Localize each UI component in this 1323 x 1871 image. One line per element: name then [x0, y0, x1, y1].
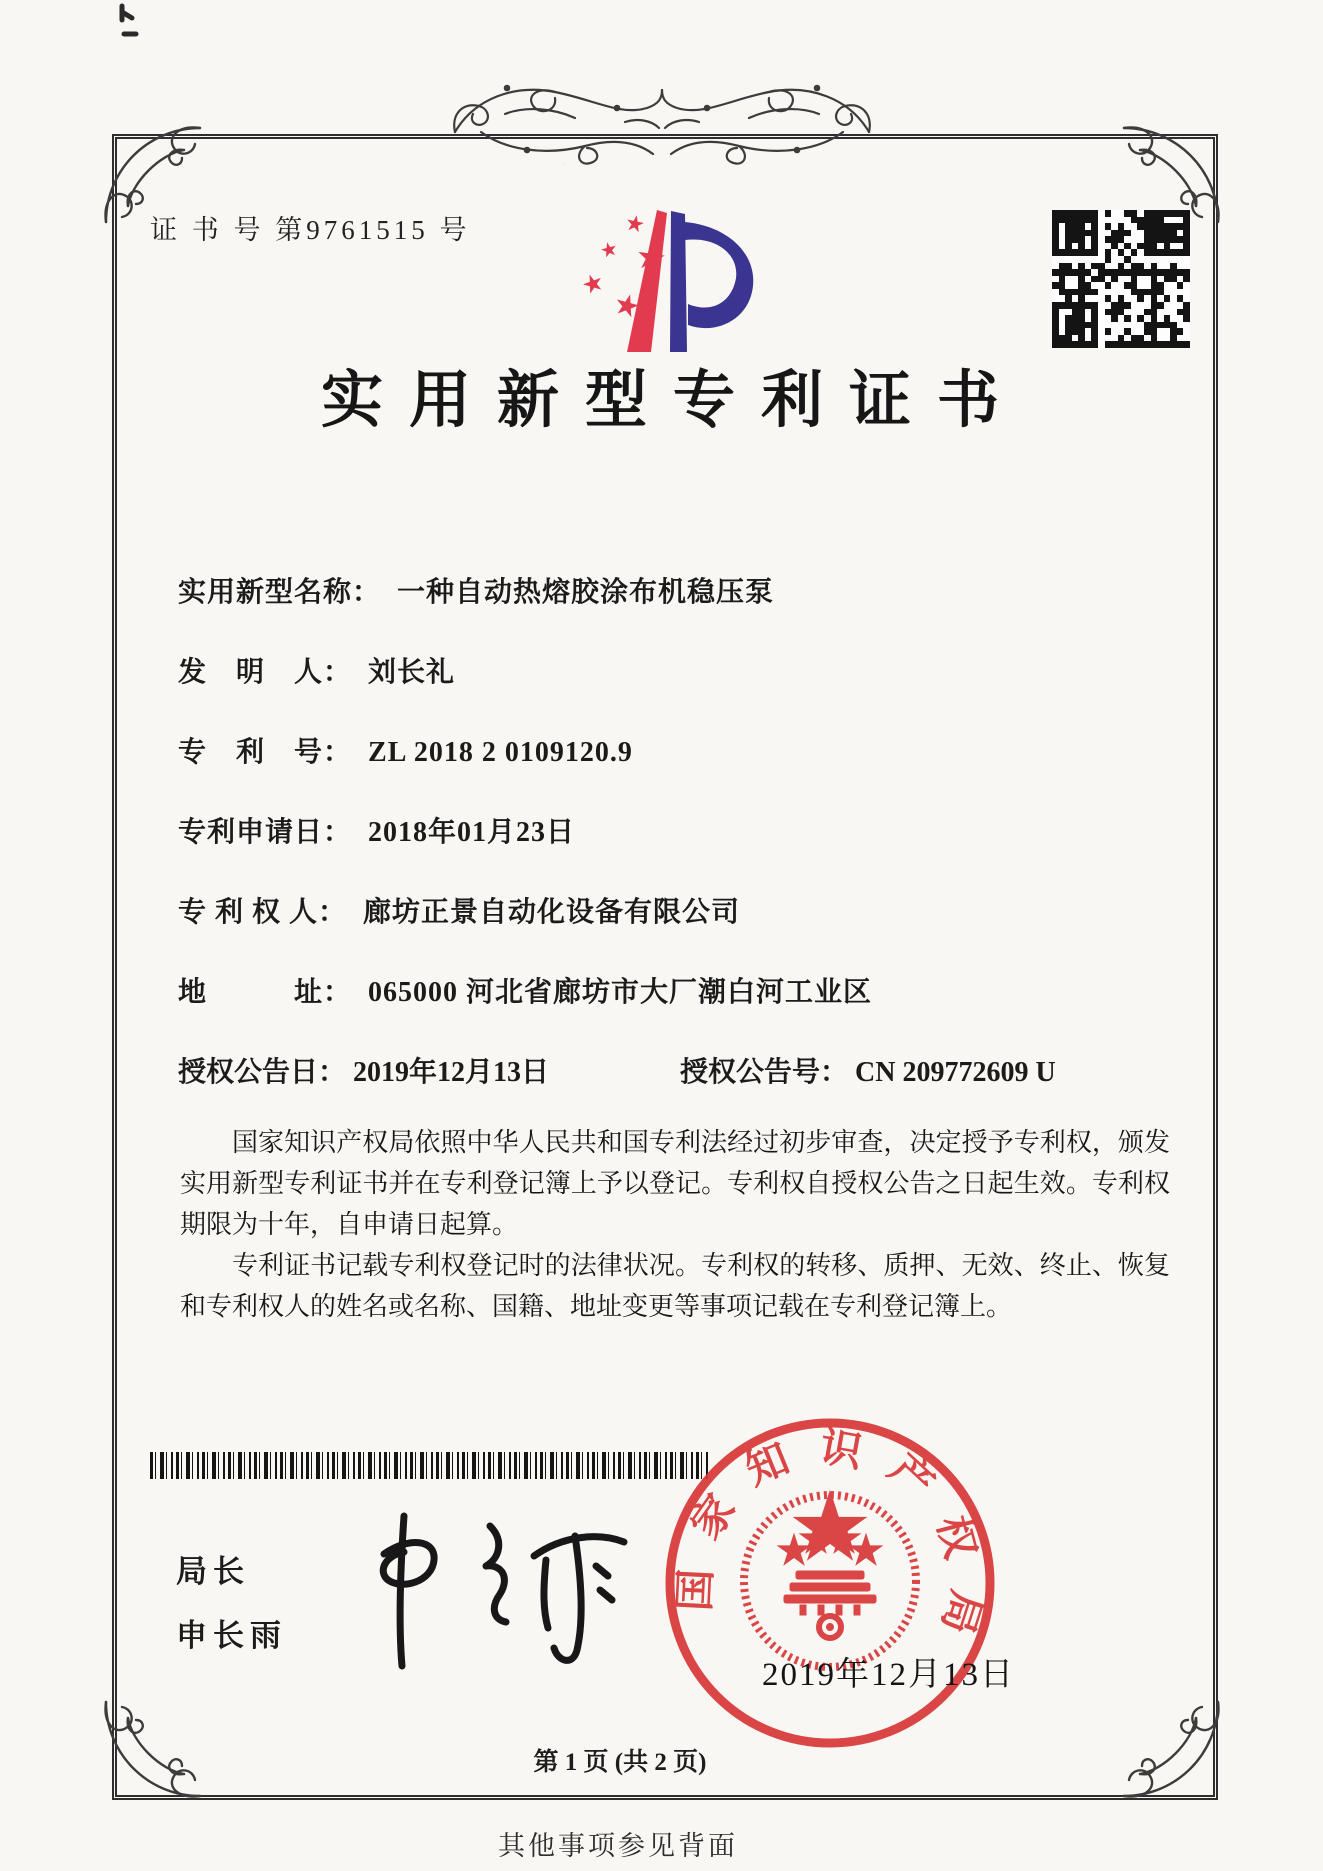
barcode: [150, 1452, 708, 1479]
signature-icon: [370, 1498, 640, 1683]
legal-paragraph-2: 专利证书记载专利权登记时的法律状况。专利权的转移、质押、无效、终止、恢复和专利权人的姓名或名称、国籍、地址变更等事项记载在专利登记簿上。: [180, 1251, 1170, 1321]
official-seal: [655, 1408, 1005, 1758]
field-row-patentee: [178, 890, 1178, 970]
field-label: 实用新型名称：: [178, 577, 382, 608]
page-number: 第 1 页 (共 2 页): [533, 1749, 707, 1776]
officer-name: 申长雨: [176, 1618, 287, 1653]
officer-title: 局长: [176, 1554, 250, 1589]
seal-org-text: 国家知识产权局: [672, 1424, 990, 1664]
field-value: 2018年01月23日: [368, 817, 576, 848]
grant-date-label: 授权公告日：: [178, 1057, 347, 1088]
field-row-address: [178, 970, 1178, 1050]
field-label: 专利申请日：: [178, 817, 353, 848]
field-value: 刘长礼: [368, 657, 456, 688]
field-label: 地 址：: [178, 977, 353, 1008]
field-value: ZL 2018 2 0109120.9: [368, 737, 633, 768]
field-label: 发 明 人：: [178, 657, 353, 688]
field-row-inventor: [178, 650, 1178, 730]
field-value: 一种自动热熔胶涂布机稳压泵: [397, 577, 775, 608]
grant-number-group: [680, 1050, 1056, 1090]
field-value: 065000 河北省廊坊市大厂潮白河工业区: [368, 977, 873, 1008]
field-value: 廊坊正景自动化设备有限公司: [363, 897, 741, 928]
back-note: 其他事项参见背面: [498, 1831, 738, 1861]
legal-paragraph-1: 国家知识产权局依照中华人民共和国专利法经过初步审查，决定授予专利权，颁发实用新型专利证书并在专利登记簿上予以登记。专利权自授权公告之日起生效。专利权期限为十年，自申请日起算。: [180, 1128, 1170, 1239]
field-list: [178, 570, 1178, 1050]
top-border-ornament: [385, 58, 939, 170]
legal-text: [180, 1122, 1170, 1327]
field-label: 专 利 权 人：: [178, 897, 348, 928]
certificate-title: 实用新型专利证书: [320, 367, 1025, 435]
grant-date-value: 2019年12月13日: [353, 1057, 550, 1088]
qr-code: [1052, 210, 1190, 348]
scan-artifact: [108, 2, 158, 48]
certificate-number: 证 书 号 第9761515 号: [150, 215, 471, 245]
grant-number-label: 授权公告号：: [680, 1057, 849, 1088]
field-label: 专 利 号：: [178, 737, 353, 768]
field-row-patent-number: [178, 730, 1178, 810]
cnipa-logo-icon: [563, 164, 773, 356]
seal-date: 2019年12月13日: [762, 1657, 1015, 1693]
field-row-grant: [178, 1050, 1178, 1110]
field-row-filing-date: [178, 810, 1178, 890]
field-row-utility-model-name: [178, 570, 1178, 650]
national-emblem-icon: [744, 1495, 916, 1667]
grant-number-value: CN 209772609 U: [855, 1057, 1056, 1088]
